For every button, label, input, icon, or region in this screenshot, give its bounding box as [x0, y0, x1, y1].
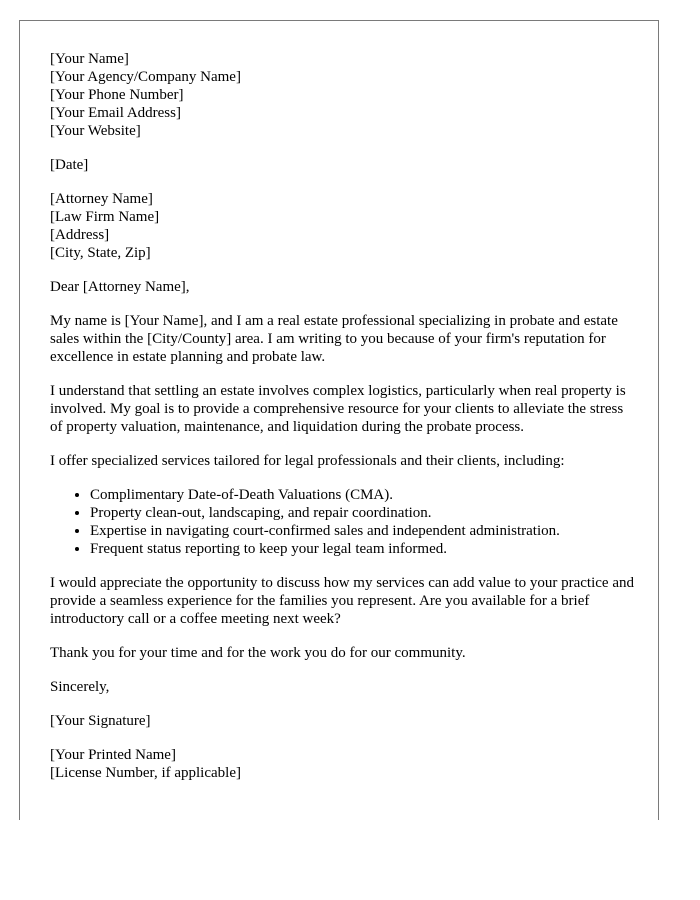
recipient-address: [Address] — [50, 227, 110, 243]
intro-paragraph: My name is [Your Name], and I am a real estate professional specializing in probate and estate sales within the [City/County] area. I am writing to you because of your firm's reputation for excellence in estate planning and probate law. — [50, 313, 618, 365]
license-number: [License Number, if applicable] — [50, 765, 241, 781]
signature: [Your Signature] — [50, 713, 151, 729]
sender-email: [Your Email Address] — [50, 105, 181, 121]
recipient-firm: [Law Firm Name] — [50, 209, 160, 225]
sender-block — [50, 50, 634, 140]
printed-name: [Your Printed Name] — [50, 747, 176, 763]
recipient-city-state-zip: [City, State, Zip] — [50, 245, 151, 261]
recipient-block — [50, 190, 634, 262]
sender-website: [Your Website] — [50, 123, 141, 139]
list-item: • Complimentary Date-of-Death Valuations (CMA). — [90, 486, 634, 504]
services-list — [50, 486, 634, 558]
date-block — [50, 156, 634, 174]
salutation: Dear [Attorney Name], — [50, 279, 190, 295]
letter-page — [19, 20, 659, 820]
services-intro-paragraph: I offer specialized services tailored for legal professionals and their clients, including: — [50, 453, 565, 469]
request-paragraph: I would appreciate the opportunity to discuss how my services can add value to your practice and provide a seamless experience for the families you represent. Are you available for a brief introductory call or a coffee meeting next week? — [50, 575, 634, 627]
thanks-paragraph: Thank you for your time and for the work you do for our community. — [50, 645, 466, 661]
list-item: • Expertise in navigating court-confirmed sales and independent administration. — [90, 522, 634, 540]
letter-date: [Date] — [50, 157, 89, 173]
letter-content — [50, 50, 634, 798]
sender-name: [Your Name] — [50, 51, 129, 67]
sender-agency: [Your Agency/Company Name] — [50, 69, 241, 85]
signoff: Sincerely, — [50, 679, 110, 695]
list-item: • Frequent status reporting to keep your legal team informed. — [90, 540, 634, 558]
printed-name-block — [50, 746, 634, 782]
understanding-paragraph: I understand that settling an estate involves complex logistics, particularly when real property is involved. My goal is to provide a comprehensive resource for your clients to alleviate the stress of property valuation, maintenance, and liquidation during the probate process. — [50, 383, 626, 435]
list-item: • Property clean-out, landscaping, and repair coordination. — [90, 504, 634, 522]
recipient-name: [Attorney Name] — [50, 191, 153, 207]
sender-phone: [Your Phone Number] — [50, 87, 184, 103]
